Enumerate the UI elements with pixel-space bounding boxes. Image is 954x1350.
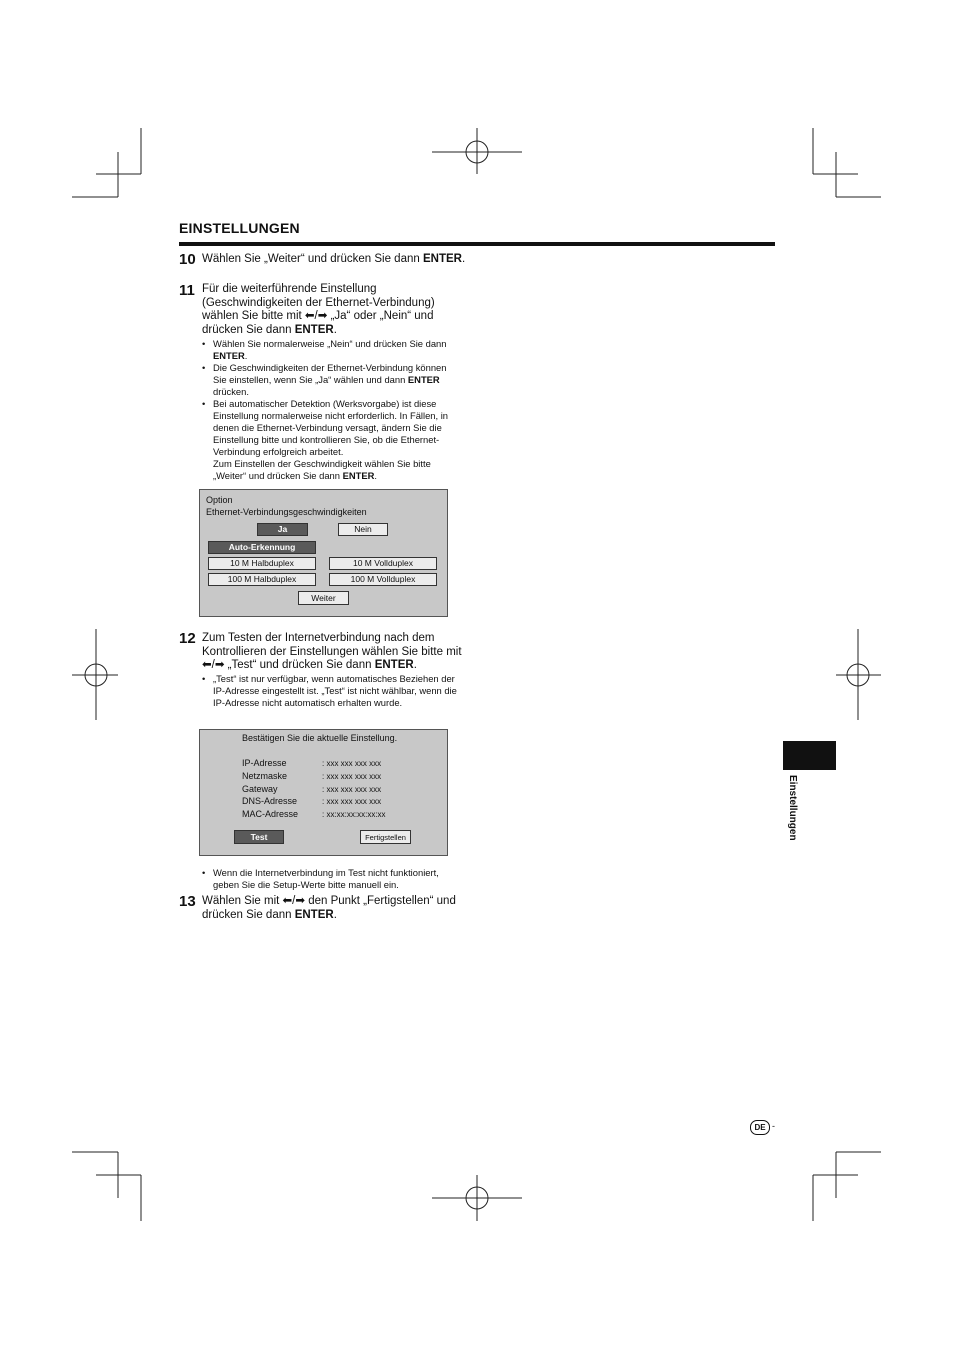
page-separator: - [772,1121,775,1131]
10m-vollduplex-button[interactable]: 10 M Vollduplex [329,557,437,570]
step-10-number: 10 [179,251,196,268]
confirm-heading: Bestätigen Sie die aktuelle Einstellung. [242,733,398,743]
ja-button[interactable]: Ja [257,523,308,536]
step-11-text: Für die weiterführende Einstellung (Geschwindigkeiten der Ethernet-Verbindung) wählen Sie bitte mit ⬅/➡ „Ja“ oder „Nein“ und drücken Sie dann ENTER. [202,283,435,336]
note-item: • Wählen Sie normalerweise „Nein“ und drücken Sie dann ENTER. [202,338,460,362]
note-item: • Die Geschwindigkeiten der Ethernet-Verbindung können Sie einstellen, wenn Sie „Ja“ wählen und dann ENTER drücken. [202,362,460,398]
step-11-notes [202,338,460,482]
setting-row: IP-Adresse : xxx xxx xxx xxx [242,758,382,768]
step-12-text: Zum Testen der Internetverbindung nach dem Kontrollieren der Einstellungen wählen Sie bitte mit ⬅/➡ „Test“ und drücken Sie dann ENTER. [202,632,462,671]
screen-option-label: Option [206,495,233,505]
100m-vollduplex-button[interactable]: 100 M Vollduplex [329,573,437,586]
weiter-button[interactable]: Weiter [298,591,349,605]
title-rule [179,242,775,246]
fertigstellen-button[interactable]: Fertigstellen [360,830,411,844]
100m-halbduplex-button[interactable]: 100 M Halbduplex [208,573,316,586]
setting-row: Gateway : xxx xxx xxx xxx [242,783,382,794]
note-item: • Wenn die Internetverbindung im Test nicht funktioniert, geben Sie die Setup-Werte bitte manuell ein. [202,867,460,891]
note-continuation: Zum Einstellen der Geschwindigkeit wählen Sie bitte „Weiter“ und drücken Sie dann ENTER. [213,458,431,481]
test-button[interactable]: Test [234,830,284,844]
setting-row: MAC-Adresse : xx:xx:xx:xx:xx:xx [242,809,386,820]
settings-list [242,758,442,822]
step-13-number: 13 [179,893,196,910]
step-13-text: Wählen Sie mit ⬅/➡ den Punkt „Fertigstellen“ und drücken Sie dann ENTER. [202,895,456,921]
nein-button[interactable]: Nein [338,523,388,536]
step-12-number: 12 [179,630,196,647]
ethernet-speed-screen [199,489,448,617]
setting-row: DNS-Adresse : xxx xxx xxx xxx [242,796,382,807]
note-item: • Bei automatischer Detektion (Werksvorgabe) ist diese Einstellung normalerweise nicht erforderlich. In Fällen, in denen die Ethernet-Verbindung versagt, ändern Sie die Einstellung bitte und kontrollieren Sie, ob die Ethernet-Verbindung erfolgreich arbeitet. [202,398,460,458]
10m-halbduplex-button[interactable]: 10 M Halbduplex [208,557,316,570]
confirm-settings-screen [199,729,448,856]
setting-row: Netzmaske : xxx xxx xxx xxx [242,770,382,781]
chapter-tab-label: Einstellungen [787,775,798,841]
language-badge: DE [750,1120,770,1135]
step-11-number: 11 [179,282,195,299]
note-item: • „Test“ ist nur verfügbar, wenn automatisches Beziehen der IP-Adresse eingestellt ist. „Test“ ist nicht wählbar, wenn die IP-Adresse nicht automatisch erhalten wurde. [202,673,460,709]
step-12-notes [202,673,460,709]
screen-ethernet-label: Ethernet-Verbindungsgeschwindigkeiten [206,507,367,517]
test-failure-note [202,867,460,891]
chapter-tab [783,741,836,770]
section-title: EINSTELLUNGEN [179,220,300,236]
auto-erkennung-button[interactable]: Auto-Erkennung [208,541,316,554]
step-10-text: Wählen Sie „Weiter“ und drücken Sie dann ENTER. [202,253,466,265]
